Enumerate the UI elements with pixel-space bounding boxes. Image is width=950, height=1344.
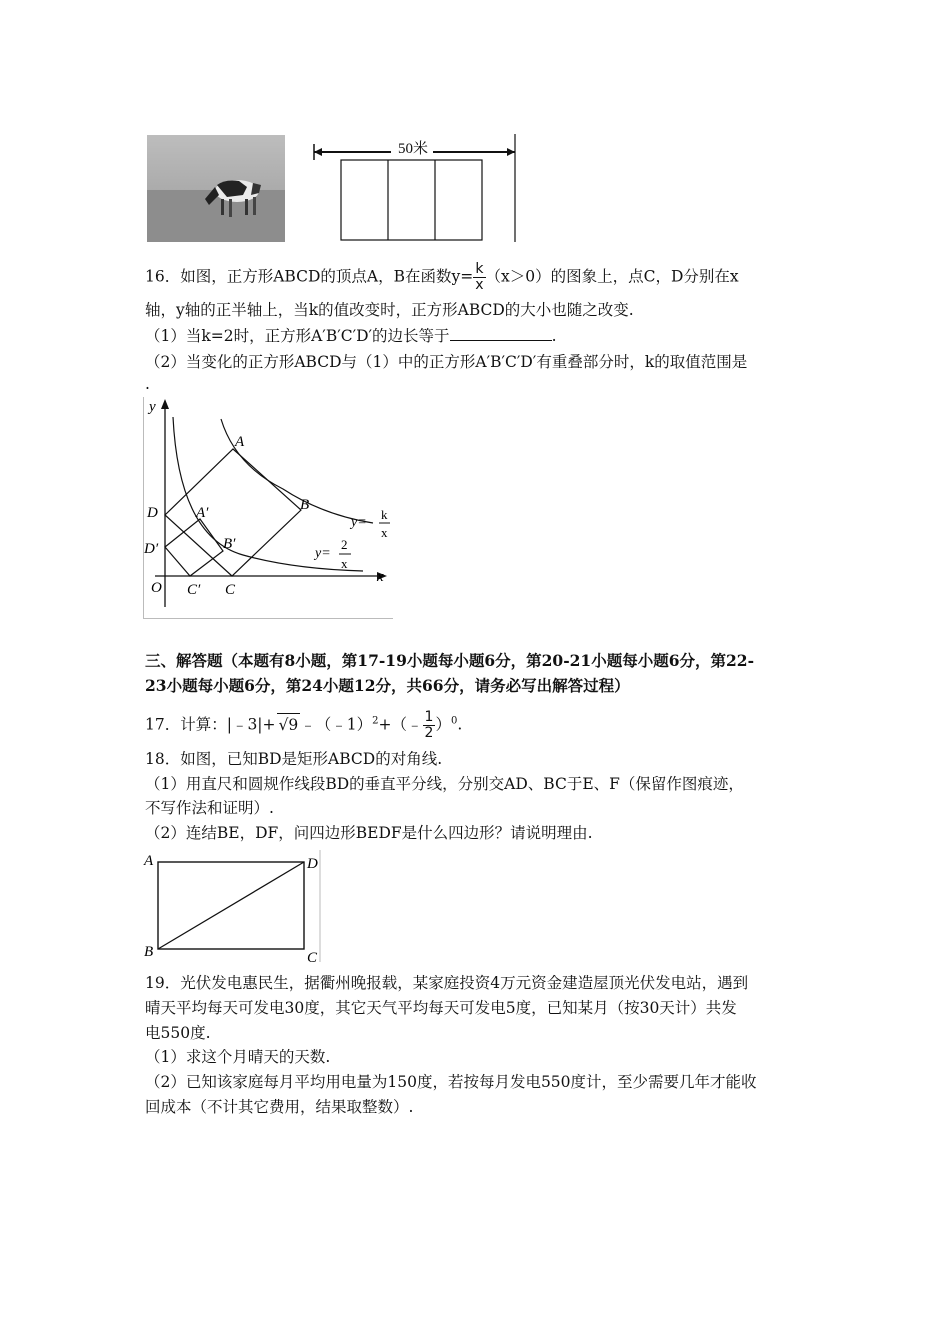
curve1-den: x xyxy=(381,525,388,540)
cow-photo xyxy=(147,135,285,242)
q16-line1 xyxy=(145,262,739,293)
sqrt-nine: √9 xyxy=(277,713,301,736)
fig18-label-D: D xyxy=(307,856,318,872)
q19-line1: 19．光伏发电惠民生，据衢州晚报载，某家庭投资4万元资金建造屋顶光伏发电站，遇到 xyxy=(145,974,749,992)
fig18-label-B: B xyxy=(144,944,154,960)
q17-text-b: ﹣（﹣1） xyxy=(300,715,373,734)
label-y: y xyxy=(149,399,156,415)
q19-line6: 回成本（不计其它费用，结果取整数）. xyxy=(145,1098,414,1116)
q17-frac-den: 2 xyxy=(424,725,434,741)
label-A: A xyxy=(235,434,245,450)
q16-line4: （2）当变化的正方形ABCD与（1）中的正方形A′B′C′D′有重叠部分时，k的取值范围是 xyxy=(145,353,748,371)
q18-line4: （2）连结BE，DF，问四边形BEDF是什么四边形？请说明理由. xyxy=(145,824,593,842)
fig18-label-C: C xyxy=(307,950,318,965)
label-origin: O xyxy=(151,580,162,596)
section3-line1: 三、解答题（本题有8小题，第17-19小题每小题6分，第20-21小题每小题6分，第22- xyxy=(145,651,755,670)
label-C-prime: C′ xyxy=(187,582,201,598)
q17-text-e: . xyxy=(457,715,463,734)
q16-line2: 轴，y轴的正半轴上，当k的值改变时，正方形ABCD的大小也随之改变. xyxy=(145,301,634,319)
q17-frac-num: 1 xyxy=(424,709,434,725)
fig18-label-A: A xyxy=(144,853,154,869)
label-D-prime: D′ xyxy=(144,541,159,557)
answer-blank xyxy=(450,326,552,341)
q19-line4: （1）求这个月晴天的天数. xyxy=(145,1048,331,1066)
q17-text-d: ） xyxy=(435,715,451,734)
q17-text-c: +（﹣ xyxy=(378,715,423,734)
sqrt-radicand: 9 xyxy=(288,715,299,734)
q16-frac-num: k xyxy=(473,262,485,278)
curve2-den: x xyxy=(341,556,348,571)
q18-line3: 不写作法和证明）. xyxy=(145,799,274,817)
curve1-num: k xyxy=(381,507,388,522)
width-label: 50米 xyxy=(397,141,429,157)
q16-frac-den: x xyxy=(475,277,484,293)
curve1-prefix: y= xyxy=(351,515,367,530)
q16-part1-end: . xyxy=(551,327,557,345)
curve2-prefix: y= xyxy=(315,546,331,561)
q16-part1-text: （1）当k=2时，正方形A′B′C′D′的边长等于 xyxy=(145,327,450,345)
field-diagram xyxy=(305,130,520,245)
q16-graph xyxy=(143,397,393,619)
label-C: C xyxy=(225,582,236,598)
q16-text-b: （x＞0）的图象上，点C，D分别在x xyxy=(485,267,739,286)
q19-line5: （2）已知该家庭每月平均用电量为150度，若按每月发电550度计，至少需要几年才能收 xyxy=(145,1073,757,1091)
q16-fraction xyxy=(473,262,485,293)
q17-exp1: 2 xyxy=(372,715,379,727)
label-B: B xyxy=(300,497,310,513)
q16-line5: . xyxy=(145,375,150,393)
label-D: D xyxy=(147,505,158,521)
q17-exp2: 0 xyxy=(450,715,458,727)
q17-fraction xyxy=(423,710,436,741)
section3-line2: 23小题每小题6分，第24小题12分，共66分，请务必写出解答过程） xyxy=(145,676,630,695)
q18-rectangle-figure xyxy=(143,850,323,965)
q18-line2: （1）用直尺和圆规作线段BD的垂直平分线，分别交AD、BC于E、F（保留作图痕迹， xyxy=(145,775,744,793)
q19-line3: 电550度. xyxy=(145,1024,211,1042)
diagonal-bd xyxy=(158,862,304,949)
q17-text-a: 17．计算：|﹣3|+ xyxy=(145,715,276,734)
label-x: x xyxy=(377,569,384,585)
q16-text-a: 16．如图，正方形ABCD的顶点A，B在函数y= xyxy=(145,267,474,286)
q17-line xyxy=(145,710,462,741)
label-B-prime: B′ xyxy=(223,536,236,552)
curve2-num: 2 xyxy=(341,537,348,552)
q18-line1: 18．如图，已知BD是矩形ABCD的对角线. xyxy=(145,750,443,768)
q16-line3 xyxy=(145,325,557,347)
q19-line2: 晴天平均每天可发电30度，其它天气平均每天可发电5度，已知某月（按30天计）共发 xyxy=(145,999,737,1017)
label-A-prime: A′ xyxy=(196,505,209,521)
